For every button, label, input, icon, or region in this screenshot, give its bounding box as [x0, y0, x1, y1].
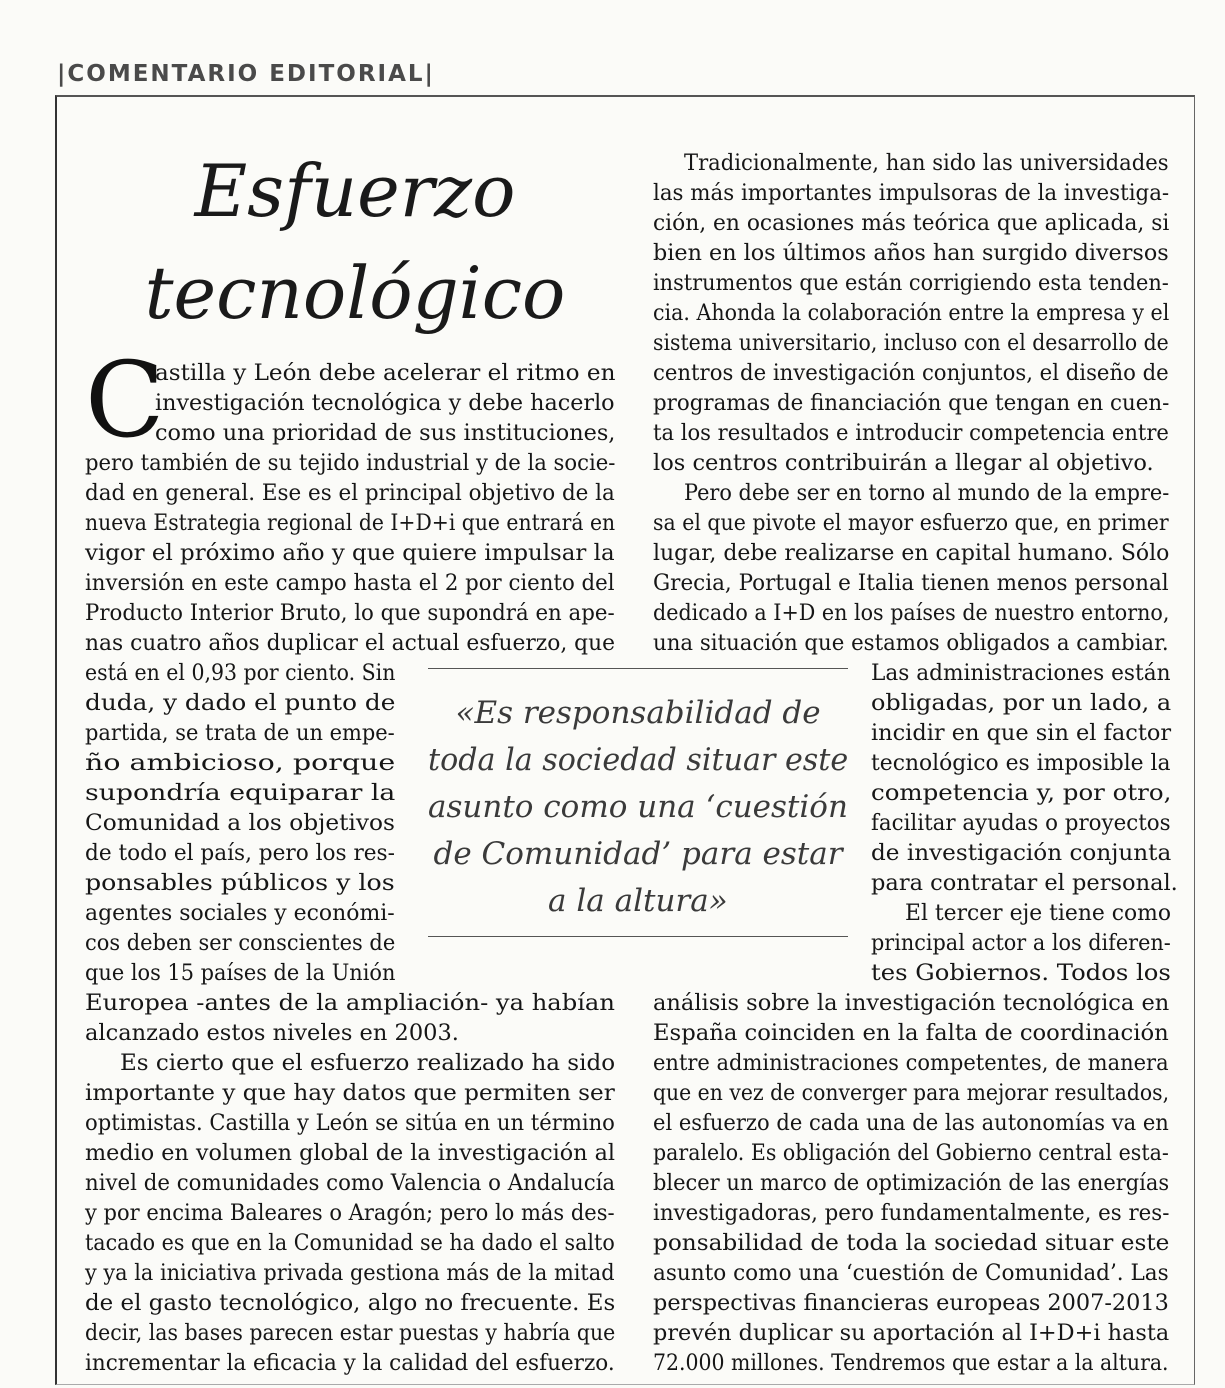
left-line: está en el 0,93 por ciento. Sin: [85, 660, 396, 686]
right-line: asunto como una ‘cuestión de Comunidad’. Las: [653, 1260, 1169, 1286]
right-line: El tercer eje tiene como: [905, 900, 1172, 926]
right-line: Pero debe ser en torno al mundo de la empre-: [684, 480, 1170, 506]
right-line: sistema universitario, incluso con el desarrollo de: [653, 330, 1169, 356]
left-line: Europea -antes de la ampliación- ya habían: [85, 990, 615, 1016]
left-line: nas cuatro años duplicar el actual esfuerzo, que: [85, 630, 616, 656]
left-line: astilla y León debe acelerar el ritmo en: [155, 360, 616, 386]
right-line: cia. Ahonda la colaboración entre la empresa y el: [653, 300, 1170, 326]
right-line: paralelo. Es obligación del Gobierno central esta-: [653, 1140, 1169, 1166]
right-line: para contratar el personal.: [871, 870, 1178, 896]
pull-quote-line: toda la sociedad situar este: [428, 742, 849, 778]
left-line: y ya la iniciativa privada gestiona más de la mitad: [85, 1260, 615, 1286]
left-line: de el gasto tecnológico, algo no frecuente. Es: [85, 1290, 616, 1316]
left-line: ponsables públicos y los: [85, 870, 395, 896]
pull-quote-bottom-rule: [428, 936, 848, 937]
right-line: ta los resultados e introducir competencia entre: [653, 420, 1169, 446]
right-line: obligadas, por un lado, a: [871, 690, 1172, 716]
right-line: incidir en que sin el factor: [871, 720, 1172, 746]
headline-line-1: Esfuerzo: [194, 149, 516, 233]
right-line: sa el que pivote el mayor esfuerzo que, en primer: [653, 510, 1169, 536]
left-line: cos deben ser conscientes de: [85, 930, 396, 956]
left-line: dad en general. Ese es el principal objetivo de la: [85, 480, 615, 506]
left-line: duda, y dado el punto de: [85, 690, 396, 716]
pull-quote-top-rule: [428, 668, 848, 669]
left-line: como una prioridad de sus instituciones,: [155, 420, 616, 446]
left-line: Es cierto que el esfuerzo realizado ha sido: [120, 1050, 616, 1076]
right-line: programas de financiación que tengan en cuen-: [653, 390, 1170, 416]
right-line: tecnológico es imposible la: [871, 750, 1171, 776]
right-line: blecer un marco de optimización de las energías: [653, 1170, 1170, 1196]
right-line: facilitar ayudas o proyectos: [871, 810, 1171, 836]
left-line: de todo el país, pero los res-: [85, 840, 395, 866]
right-line: el esfuerzo de cada una de las autonomías va en: [653, 1110, 1169, 1136]
left-line: optimistas. Castilla y León se sitúa en un término: [85, 1110, 615, 1136]
right-line: competencia y, por otro,: [871, 780, 1172, 806]
right-line: las más importantes impulsoras de la investiga-: [653, 180, 1170, 206]
left-line: agentes sociales y económi-: [85, 900, 395, 926]
right-line: análisis sobre la investigación tecnológica en: [653, 990, 1170, 1016]
right-line: principal actor a los diferen-: [871, 930, 1171, 956]
right-line: perspectivas financieras europeas 2007-2013: [653, 1290, 1169, 1316]
right-line: tes Gobiernos. Todos los: [871, 960, 1171, 986]
right-line: ponsabilidad de toda la sociedad situar este: [653, 1230, 1170, 1256]
left-line: nivel de comunidades como Valencia o Andalucía: [85, 1170, 616, 1196]
right-line: lugar, debe realizarse en capital humano. Sólo: [653, 540, 1170, 566]
pull-quote-line: asunto como una ‘cuestión: [428, 789, 848, 825]
right-line: 72.000 millones. Tendremos que estar a la altura.: [653, 1350, 1169, 1376]
left-line: partida, se trata de un empe-: [85, 720, 395, 746]
right-line: una situación que estamos obligados a cambiar.: [653, 630, 1169, 656]
left-line: que los 15 países de la Unión: [85, 960, 396, 986]
left-line: decir, las bases parecen estar puestas y habría que: [85, 1320, 616, 1346]
right-line: de investigación conjunta: [871, 840, 1172, 866]
right-line: los centros contribuirán a llegar al objetivo.: [653, 450, 1154, 476]
left-line: alcanzado estos niveles en 2003.: [85, 1020, 459, 1046]
pull-quote-line: a la altura»: [548, 883, 728, 919]
pull-quote-line: «Es responsabilidad de: [455, 695, 821, 731]
left-line: pero también de su tejido industrial y de la socie-: [85, 450, 616, 476]
headline-line-2: tecnológico: [144, 251, 566, 335]
headline: [95, 140, 615, 344]
right-line: investigadoras, pero fundamentalmente, es res-: [653, 1200, 1170, 1226]
right-line: ción, en ocasiones más teórica que aplicada, si: [653, 210, 1170, 236]
right-line: centros de investigación conjuntos, el diseño de: [653, 360, 1169, 386]
right-line: Grecia, Portugal e Italia tienen menos personal: [653, 570, 1169, 596]
left-line: Producto Interior Bruto, lo que supondrá en ape-: [85, 600, 615, 626]
left-line: importante y que hay datos que permiten ser: [85, 1080, 615, 1106]
right-line: prevén duplicar su aportación al I+D+i hasta: [653, 1320, 1170, 1346]
left-line: y por encima Baleares o Aragón; pero lo más des-: [85, 1200, 615, 1226]
left-line: nueva Estrategia regional de I+D+i que entrará en: [85, 510, 616, 536]
left-line: medio en volumen global de la investigación al: [85, 1140, 616, 1166]
left-line: incrementar la eficacia y la calidad del esfuerzo.: [85, 1350, 615, 1376]
right-line: instrumentos que están corrigiendo esta tenden-: [653, 270, 1169, 296]
right-line: entre administraciones competentes, de manera: [653, 1050, 1169, 1076]
right-line: dedicado a I+D en los países de nuestro entorno,: [653, 600, 1170, 626]
right-line: Las administraciones están: [871, 660, 1171, 686]
left-line: vigor el próximo año y que quiere impulsar la: [85, 540, 615, 566]
right-line: que en vez de converger para mejorar resultados,: [653, 1080, 1170, 1106]
right-line: España coinciden en la falta de coordinación: [653, 1020, 1169, 1046]
left-line: ño ambicioso, porque: [85, 750, 396, 776]
left-line: tacado es que en la Comunidad se ha dado el salto: [85, 1230, 615, 1256]
right-line: Tradicionalmente, han sido las universidades: [684, 150, 1169, 176]
right-line: bien en los últimos años han surgido diversos: [653, 240, 1169, 266]
left-line: Comunidad a los objetivos: [85, 810, 395, 836]
drop-cap: C: [85, 339, 165, 461]
pull-quote-line: de Comunidad’ para estar: [433, 836, 843, 872]
left-line: supondría equiparar la: [85, 780, 396, 806]
left-line: inversión en este campo hasta el 2 por ciento del: [85, 570, 615, 596]
section-label: |COMENTARIO EDITORIAL|: [57, 61, 435, 87]
left-line: investigación tecnológica y debe hacerlo: [155, 390, 615, 416]
